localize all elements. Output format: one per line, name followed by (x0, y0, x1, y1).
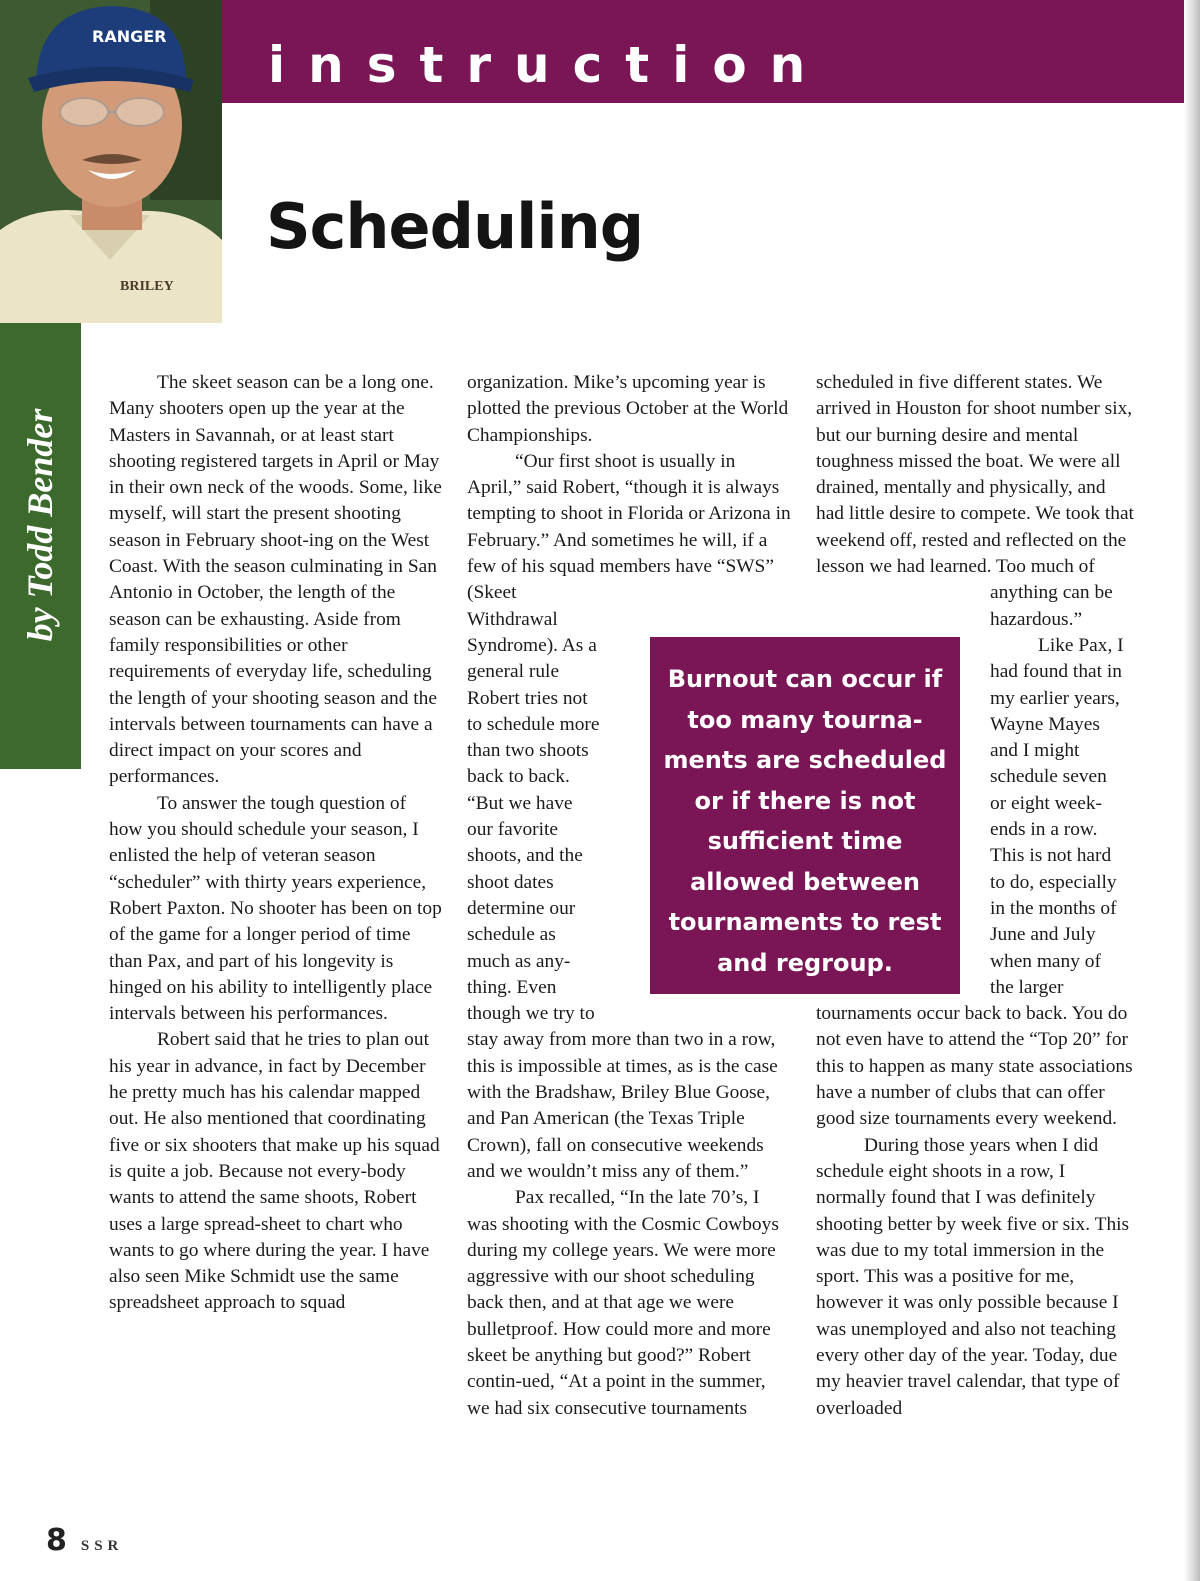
text-line: Robert tries not (467, 687, 588, 709)
page-footer (46, 1523, 123, 1558)
text-line: thing. Even (467, 976, 557, 998)
article-title: Scheduling (266, 190, 644, 263)
text-line: Wayne Mayes (990, 713, 1100, 735)
text-line: our favorite (467, 819, 558, 841)
byline: by Todd Bender (20, 408, 60, 642)
text-line: in the months of (990, 897, 1117, 919)
paragraph: Pax recalled, “In the late 70’s, I was shooting with the Cosmic Cowboys during my college years. We were more aggressive with our shoot scheduling back then, and at that age we were bulletproof. How could more and more skeet be anything but good?” Robert contin-ued, “At a point in the summer, we had six consecutive tournaments (467, 1187, 779, 1419)
text-line: schedule as (467, 924, 556, 946)
text-line: though we try to (467, 1003, 595, 1025)
paragraph: To answer the tough question of how you should schedule your season, I enlisted the help of veteran season “scheduler” with thirty years experience, Robert Paxton. No shooter has been on top of the game for a longer period of time than Pax, and part of his longevity is hinged on his ability to intelligently place intervals between his performances. (109, 792, 442, 1025)
text-line: general rule (467, 661, 560, 683)
page-edge (1184, 0, 1200, 1581)
shirt-logo-text: BRILEY (120, 279, 174, 294)
paragraph: tournaments occur back to back. You do not even have to attend the “Top 20” for this to happen as many state associations have a number of clubs that can offer good size tournaments every weekend. (816, 1003, 1133, 1130)
text-line: my earlier years, (990, 687, 1120, 709)
text-line: Withdrawal (467, 608, 558, 630)
text-line: or eight week- (990, 792, 1102, 814)
paragraph: organization. Mike’s upcoming year is plotted the previous October at the World Championships. (467, 372, 789, 446)
text-line: June and July (990, 924, 1096, 946)
paragraph: During those years when I did schedule eight shoots in a row, I normally found that I was definitely shooting better by week five or six. This was due to my total immersion in the sport. This was a positive for me, however it was only possible because I was unemployed and also not teaching every other day of the year. Today, due my heavier travel calendar, that type of overloaded (816, 1134, 1130, 1419)
paragraph: Robert said that he tries to plan out his year in advance, in fact by December he pretty much has his calendar mapped out. He also mentioned that coordinating five or six shooters that make up his squad is quite a job. Because not every-body wants to attend the same shoots, Robert uses a large spread-sheet to chart who wants to go where during the year. I have also seen Mike Schmidt use the same spreadsheet approach to squad (109, 1029, 440, 1314)
text-line: schedule seven (990, 766, 1107, 788)
text-line: when many of (990, 950, 1101, 972)
text-line: to do, especially (990, 871, 1117, 893)
text-line: shoot dates (467, 871, 554, 893)
text-line: back to back. (467, 766, 570, 788)
text-line: and I might (990, 740, 1080, 762)
text-line: shoots, and the (467, 845, 583, 867)
text-line: hazardous.” (990, 608, 1083, 630)
page-number: 8 (46, 1523, 67, 1558)
text-line: to schedule more (467, 713, 600, 735)
text-line: the larger (990, 976, 1064, 998)
text-line: Like Pax, I (1038, 634, 1124, 656)
pull-quote-box (650, 637, 960, 994)
text-line: had found that in (990, 661, 1122, 683)
text-line: determine our (467, 897, 576, 919)
text-line: Syndrome). As a (467, 634, 597, 656)
author-photo (0, 0, 222, 323)
cap-logo-text: RANGER (92, 27, 167, 46)
pull-quote-text: Burnout can occur if too many tourna-ments are scheduled or if there is not sufficient time allowed between tournaments to rest and regroup. (663, 665, 947, 977)
paragraph: “Our first shoot is usually in April,” said Robert, “though it is always tempting to shoot in Florida or Arizona in February.” And sometimes he will, if a few of his squad members have “SWS” (Skeet (467, 450, 791, 604)
text-line: than two shoots (467, 740, 589, 762)
author-portrait-icon (0, 0, 222, 323)
magazine-name: SSR (80, 1538, 124, 1554)
paragraph: stay away from more than two in a row, this is impossible at times, as is the case with the Bradshaw, Briley Blue Goose, and Pan American (the Texas Triple Crown), fall on consecutive weekends and we wouldn’t miss any of them.” (467, 1029, 778, 1182)
text-line: “But we have (467, 792, 573, 814)
paragraph: The skeet season can be a long one. Many shooters open up the year at the Masters in Savannah, or at least start shooting registered targets in April or May in their own neck of the woods. Some, like myself, will start the present shooting season in February shoot-ing on the West Coast. With the season culminating in San Antonio in October, the length of the season can be exhausting. Aside from family responsibilities or other requirements of everyday life, scheduling the length of your shooting season and the intervals between tournaments can have a direct impact on your scores and performances. (109, 372, 442, 788)
text-line: much as any- (467, 950, 571, 972)
column-1 (109, 370, 444, 1317)
text-line: This is not hard (990, 845, 1112, 867)
text-line: anything can be (990, 582, 1113, 604)
paragraph: scheduled in five different states. We arrived in Houston for shoot number six, but our burning desire and mental toughness missed the boat. We were all drained, mentally and physically, and had little desire to compete. We took that weekend off, rested and reflected on the lesson we had learned. Too much of (816, 372, 1134, 578)
text-line: ends in a row. (990, 819, 1098, 841)
section-label: instruction (268, 36, 829, 94)
